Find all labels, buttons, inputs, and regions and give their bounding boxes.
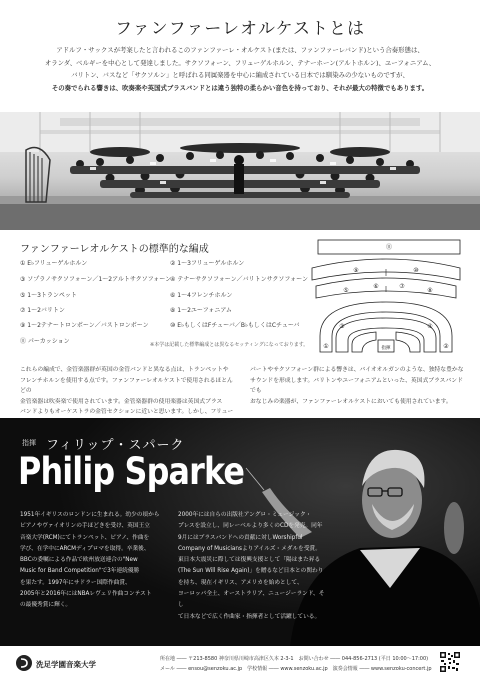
seat-section bbox=[352, 332, 376, 352]
seat-label: ⑨ bbox=[353, 267, 359, 274]
conductor-bio-right bbox=[178, 510, 328, 623]
footer bbox=[0, 646, 480, 679]
bio-line: 学び、在学中にARCMディプロマを取得。卒業後、 bbox=[20, 545, 150, 552]
legend-item: ⑨ 1～2テナートロンボーン／バストロンボーン bbox=[20, 322, 149, 329]
bio-line: ピアノやヴァイオリンの手ほどきを受け、英国王立 bbox=[20, 523, 150, 530]
body-line: フレンチホルンを使用する点です。ファンファーレオルケストで使用されるほとんどの bbox=[20, 377, 233, 394]
qr-code-icon[interactable] bbox=[440, 652, 460, 672]
bio-line: て日本などで広く作曲家・指揮者として活躍している。 bbox=[178, 613, 321, 620]
body-line: サウンドを形成します。バリトンやユーフォニアムといった、英国式ブラスバンドでも bbox=[250, 377, 463, 394]
body-text-right bbox=[250, 365, 465, 407]
bio-line: 音楽大学(RCM)にてトランペット、ピアノ、作曲を bbox=[20, 534, 150, 541]
seat-label: ④ bbox=[427, 323, 433, 330]
bio-line: BBCの委嘱による作品で欧州放送連合の"New bbox=[20, 557, 138, 564]
orchestra-photo-illustration bbox=[0, 112, 480, 230]
seat-label: ⑧ bbox=[427, 287, 433, 294]
bio-line: を果たす。1997年にサドラー国際作曲賞、 bbox=[20, 579, 131, 586]
page-title: ファンファーレオルケストとは bbox=[115, 19, 365, 39]
bio-line: 東日本大震災に際しては復興支援として「陽はまた昇る bbox=[178, 557, 321, 564]
conductor-name-en: Philip Sparke bbox=[18, 450, 245, 493]
legend-item: ① E♭フリューゲルホルン bbox=[20, 260, 88, 267]
legend-item: ② 1～3フリューゲルホルン bbox=[170, 260, 245, 267]
bio-line: を持ち、現在イギリス、アメリカを始めとして、 bbox=[178, 579, 303, 586]
bio-line: の最優秀賞に輝く。 bbox=[20, 602, 72, 609]
bio-line: ヨーロッパ全土、オーストラリア、ニュージーランド、そし bbox=[178, 591, 325, 609]
seat-label: ⑩ bbox=[413, 267, 419, 274]
legend-item: ④ テナーサクソフォーン／バリトンサクソフォーン bbox=[170, 276, 308, 283]
bio-line: 9月にはブラスバンドへの貢献に対しWorshipful bbox=[178, 534, 303, 541]
seat-label: ⑥ bbox=[373, 283, 379, 290]
legend-item: ⑦ 1～2バリトン bbox=[20, 307, 65, 314]
orchestra-photo bbox=[0, 112, 480, 230]
conductor-name-ja: フィリップ・スパーク bbox=[46, 438, 185, 453]
seat-label: ② bbox=[443, 343, 449, 350]
intro-text bbox=[40, 44, 440, 94]
seat-label: ⑤ bbox=[343, 287, 349, 294]
bio-line: (The Sun Will Rise Again)」を贈るなど日本との関わり bbox=[178, 568, 324, 575]
school-name: 洗足学園音楽大学 bbox=[36, 660, 96, 669]
formation-title: ファンファーレオルケストの標準的な編成 bbox=[20, 244, 209, 255]
bio-line: 2005年と2016年にはNBAレヴェリ作曲コンテスト bbox=[20, 591, 152, 598]
footer-links[interactable]: メール ―― ensou@senzoku.ac.jp 学校情報 ―― www.senzoku.ac.jp 演奏会情報 ―― www.senzoku-concert.jp bbox=[160, 666, 432, 672]
legend-item: ⑤ 1～3トランペット bbox=[20, 292, 77, 299]
seat-label: ⑪ bbox=[385, 244, 393, 251]
podium-label: 指揮 bbox=[381, 346, 391, 351]
legend-item: ⑪ パーカッション bbox=[20, 338, 70, 345]
intro-line: その奏でられる響きは、吹奏楽や英国式ブラスバンドとは違う独特の柔らかい音色を持っており、それが最大の特徴でもあります。 bbox=[51, 83, 429, 92]
bio-line: 2000年には自らの出版社アングロ・ミュージック・ bbox=[178, 512, 312, 518]
seat-label: ③ bbox=[339, 323, 345, 330]
bio-line: Company of Musiciansよりアイルズ・メダルを受賞。 bbox=[178, 545, 321, 552]
seat-label: ⑦ bbox=[399, 283, 405, 290]
legend-item: ③ ソプラノサクソフォーン／1～2アルトサクソフォーン bbox=[20, 276, 172, 283]
footer-contact: 所在地 ―― 〒213-8580 神奈川県川崎市高津区久本 2-3-1 お問い合わせ ―― 044-856-2713 (平日 10:00～17:00) bbox=[160, 656, 429, 662]
formation-note: ※本学は記載した標準編成とは異なるセッティングになっております。 bbox=[150, 342, 309, 348]
seat-label: ① bbox=[323, 343, 329, 350]
bio-line: Music for Band Competition"で3年連続優勝 bbox=[20, 568, 140, 575]
intro-line: バリトン、バスなど「サクソルン」と呼ばれる同属楽器を中心に編成されている日本では馴染みの少ないものですが、 bbox=[71, 71, 409, 79]
body-line: パートやサクソフォーン群による響きは、バイオオルガンのような、独特な豊かな bbox=[250, 367, 464, 373]
legend-item: ⑩ E♭もしくはFチューバ／B♭もしくはCチューバ bbox=[170, 322, 300, 329]
conductor-bio-left bbox=[20, 510, 168, 612]
conductor-role: 指揮 bbox=[22, 439, 36, 447]
bio-line: プレスを設立し、同レーベルより多くのCDを発売。同年 bbox=[178, 523, 323, 530]
school-logo-icon bbox=[16, 655, 32, 671]
seat-section bbox=[396, 332, 420, 352]
body-line: バンドよりもオーケストラの金管セクションに近いと思います。しかし、フリュー bbox=[20, 409, 234, 415]
bio-line: 1951年イギリスのロンドンに生まれる。幼少の頃から bbox=[20, 512, 160, 518]
intro-line: アドルフ・サックスが考案したと言われるこのファンファーレ・オルケスト(または、ファンファーレバンド)という合奏形態は、 bbox=[56, 46, 424, 54]
legend-item: ⑥ 1～4フレンチホルン bbox=[170, 292, 233, 299]
body-line: 金管楽器は吹奏楽で使用されています。金管楽器群の使用楽器は英国式ブラス bbox=[20, 398, 223, 405]
legend-item: ⑧ 1～2ユーフォニアム bbox=[170, 307, 232, 314]
conductor-section bbox=[0, 418, 480, 646]
body-line: これらの編成で、金管楽器群が英国の金管バンドと異なる点は、トランペットや bbox=[20, 367, 229, 373]
seating-diagram bbox=[306, 236, 466, 364]
intro-line: オランダ、ベルギーを中心として発達しました。サクソフォーン、フリューゲルホルン、テナーホーン(アルトホルン)、ユーフォニアム、 bbox=[44, 58, 436, 67]
body-line: おなじみの楽器が、ファンファーレオルケストにおいても使用されています。 bbox=[250, 398, 452, 405]
